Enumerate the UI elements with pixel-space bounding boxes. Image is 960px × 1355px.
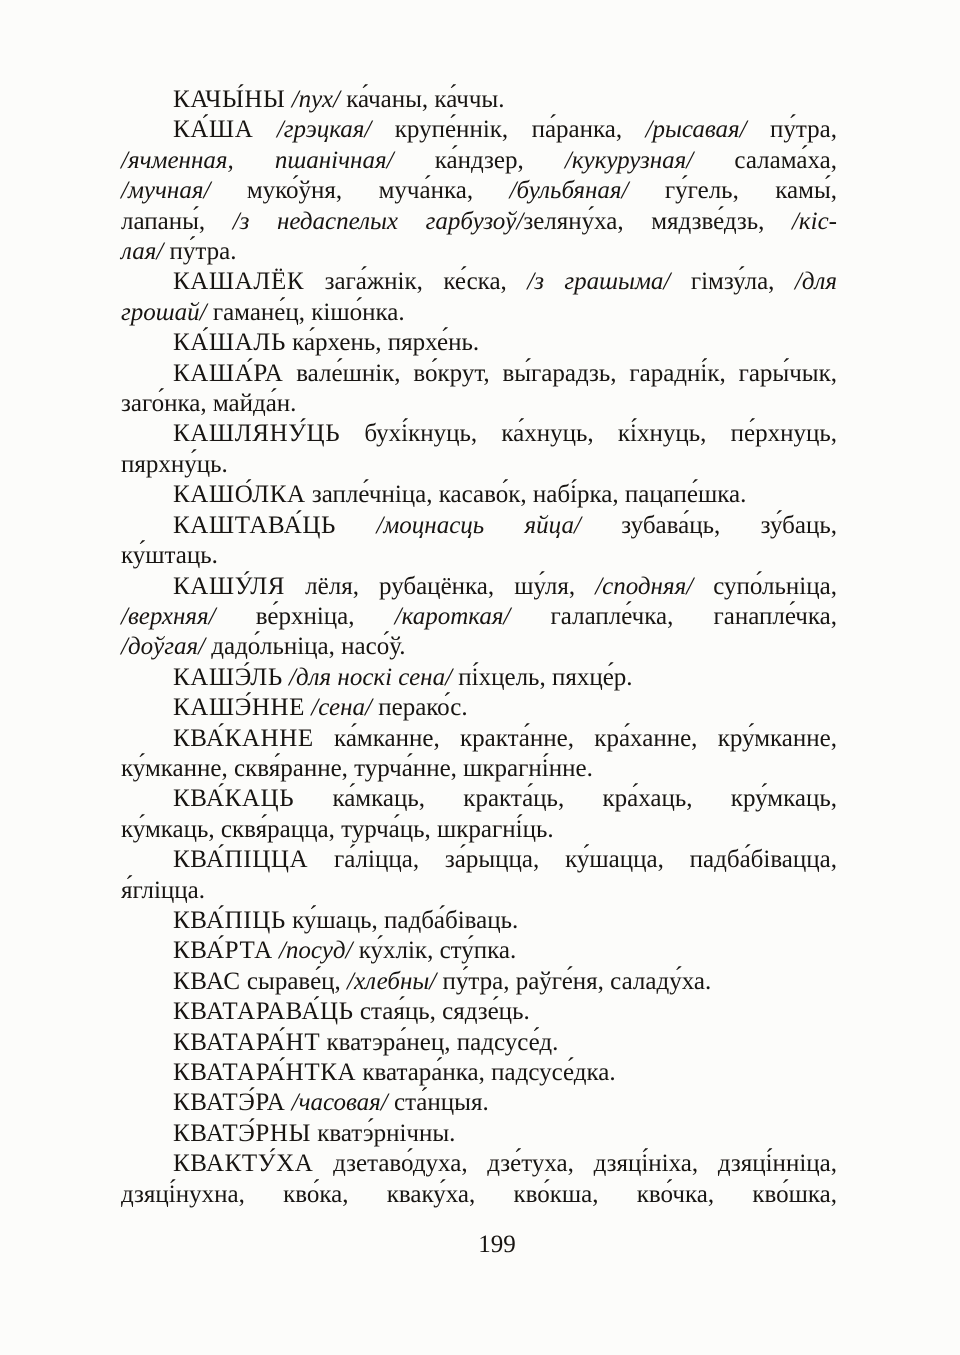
text-line <box>121 419 837 449</box>
synonyms-text <box>253 116 276 143</box>
text-line <box>121 1180 837 1210</box>
usage-qualifier: /верхняя/ <box>121 602 216 630</box>
text-line <box>121 936 837 966</box>
text-line <box>121 1149 837 1179</box>
usage-qualifier: /бульбяная/ <box>509 177 629 205</box>
entry-headword: КА́ШАЛЬ <box>173 329 286 357</box>
text-line <box>121 115 837 145</box>
text-line <box>121 328 837 358</box>
text-line <box>121 572 837 602</box>
synonyms-text <box>336 512 376 539</box>
usage-qualifier: /ячменная, пшанічная/ <box>121 146 394 174</box>
synonyms-text: заго́нка, майда́н. <box>121 390 297 418</box>
usage-qualifier: /мучная/ <box>121 177 211 205</box>
synonyms-text: галапле́чка, ганапле́чка, <box>510 602 837 630</box>
synonyms-text: ку́штаць. <box>121 542 218 570</box>
synonyms-text: ве́рхніца, <box>215 602 395 630</box>
text-line <box>121 85 837 115</box>
usage-qualifier: лая/ <box>121 238 164 266</box>
text-line <box>121 754 837 784</box>
synonyms-text: зага́жнік, ке́ска, <box>304 268 528 296</box>
text-line <box>121 602 837 632</box>
entry-headword: КАШЭ́ННЕ <box>173 694 306 722</box>
entry-headword: КАШЭ́ЛЬ <box>173 663 283 691</box>
synonyms-text: ста́нцыя. <box>387 1089 489 1117</box>
text-line <box>121 1088 837 1118</box>
synonyms-text: я́гліцца. <box>121 876 206 904</box>
entry-headword: КАШО́ЛКА <box>173 481 306 509</box>
text-line <box>121 997 837 1027</box>
text-line <box>121 541 837 571</box>
synonyms-text: пу́тра, <box>746 116 837 144</box>
text-block <box>121 85 837 1210</box>
synonyms-text: бухі́кнуць, ка́хнуць, кі́хнуць, пе́рхнуць, <box>340 420 837 448</box>
usage-qualifier: /хлебны/ <box>347 967 437 995</box>
entry-headword: КВАТАРА́НТКА <box>173 1059 357 1086</box>
text-line <box>121 784 837 814</box>
synonyms-text: дзяці́нухна, кво́ка, кваку́ха, кво́кша, кво́чка, кво́шка, <box>121 1180 837 1208</box>
synonyms-text: лёля, рубацёнка, шу́ля, <box>285 572 596 600</box>
entry-headword: КВАТЭ́РНЫ <box>173 1119 311 1147</box>
entry-headword: КАША́РА <box>173 359 284 387</box>
synonyms-text: дадо́льніца, насо́ў. <box>205 633 406 661</box>
usage-qualifier: /моцнасць яйца/ <box>376 511 581 539</box>
synonyms-text: ка́чаны, ка́ччы. <box>339 86 505 113</box>
synonyms-text: ка́ндзер, <box>393 146 565 174</box>
text-line <box>121 1028 837 1058</box>
entry-headword: КАЧЫ́НЫ <box>173 86 286 113</box>
synonyms-text: ка́рхень, пярхе́нь. <box>285 329 480 357</box>
usage-qualifier: /з недаспелых гарбузоў/ <box>232 207 524 235</box>
text-line <box>121 815 837 845</box>
text-line <box>121 1058 837 1088</box>
entry-headword: КВА́ПІЦЬ <box>173 906 286 934</box>
synonyms-text: салама́ха, <box>693 146 837 174</box>
usage-qualifier: /сподняя/ <box>595 572 694 600</box>
usage-qualifier: /для <box>794 268 838 296</box>
page-number: 199 <box>478 1231 516 1258</box>
text-line <box>121 176 837 206</box>
entry-headword: КВАТАРА́НТ <box>173 1028 321 1056</box>
synonyms-text: кватара́нка, падсусе́дка. <box>356 1059 616 1086</box>
synonyms-text: лапаны́, <box>121 207 233 235</box>
synonyms-text: пу́тра. <box>163 238 237 266</box>
entry-headword: КВАТЭ́РА <box>173 1089 286 1117</box>
entry-headword: КВАКТУ́ХА <box>173 1150 314 1178</box>
text-line <box>121 146 837 176</box>
text-line <box>121 845 837 875</box>
text-line <box>121 693 837 723</box>
synonyms-text: гімзу́ла, <box>670 268 795 296</box>
synonyms-text: пярхну́ць. <box>121 450 228 478</box>
text-line <box>121 207 837 237</box>
text-line <box>121 632 837 662</box>
text-line <box>121 967 837 997</box>
text-line <box>121 389 837 419</box>
synonyms-text: гамане́ц, кішо́нка. <box>206 298 405 326</box>
synonyms-text: ку́мкаць, сквя́рацца, турча́ць, шкрагні́ць. <box>121 815 554 843</box>
entry-headword: КАШУ́ЛЯ <box>173 572 286 600</box>
usage-qualifier: /кіс- <box>791 207 837 235</box>
text-line <box>121 876 837 906</box>
text-line <box>121 450 837 480</box>
entry-headword: КВА́КАННЕ <box>173 724 314 752</box>
synonyms-text: пі́хцель, пяхце́р. <box>452 663 633 691</box>
usage-qualifier: /сена/ <box>311 694 372 722</box>
usage-qualifier: /кароткая/ <box>394 602 511 630</box>
synonyms-text: кватэ́рнічны. <box>310 1119 456 1147</box>
usage-qualifier: /часовая/ <box>291 1089 388 1117</box>
usage-qualifier: грошай/ <box>121 298 207 326</box>
entry-headword: КВА́РТА <box>173 937 273 965</box>
synonyms-text: пу́тра, раўге́ня, саладу́ха. <box>436 967 712 995</box>
synonyms-text: вале́шнік, во́крут, вы́гарадзь, гарадні́к, гары́чык, <box>283 359 837 387</box>
text-line <box>121 480 837 510</box>
entry-headword: КВАТАРАВА́ЦЬ <box>173 998 354 1026</box>
synonyms-text: ка́мканне, кракта́нне, кра́ханне, кру́мканне, <box>313 724 837 752</box>
synonyms-text: зубава́ць, зу́баць, <box>580 511 837 539</box>
synonyms-text: запле́чніца, касаво́к, набі́рка, пацапе́шка. <box>305 481 747 509</box>
usage-qualifier: /рысавая/ <box>645 116 747 144</box>
usage-qualifier: /з грашыма/ <box>527 268 671 296</box>
synonyms-text: крупе́ннік, па́ранка, <box>371 116 646 144</box>
text-line <box>121 359 837 389</box>
usage-qualifier: /посуд/ <box>278 937 353 965</box>
synonyms-text: ка́мкаць, кракта́ць, кра́хаць, кру́мкаць, <box>294 785 837 813</box>
text-line <box>121 267 837 297</box>
synonyms-text: гу́гель, камы́, <box>628 177 837 205</box>
usage-qualifier: /доўгая/ <box>121 633 206 661</box>
synonyms-text: муко́ўня, муча́нка, <box>210 177 510 205</box>
synonyms-text: кватэра́нец, падсусе́д. <box>320 1028 559 1056</box>
usage-qualifier: /пух/ <box>291 86 340 113</box>
text-line <box>121 724 837 754</box>
synonyms-text: га́ліцца, за́рыцца, ку́шацца, падба́бівацца, <box>308 846 837 874</box>
text-line <box>121 1119 837 1149</box>
synonyms-text: стая́ць, сядзе́ць. <box>353 998 530 1026</box>
synonyms-text: ку́мканне, сквя́ранне, турча́нне, шкрагні́нне. <box>121 754 593 782</box>
synonyms-text: перако́с. <box>371 694 468 722</box>
entry-headword: КА́ША <box>173 116 254 144</box>
usage-qualifier: /для носкі сена/ <box>289 663 453 691</box>
text-line <box>121 511 837 541</box>
synonyms-text: супо́льніца, <box>693 572 837 600</box>
synonyms-text: зеляну́ха, мядзве́дзь, <box>523 207 792 235</box>
usage-qualifier: /кукурузная/ <box>564 146 694 174</box>
synonyms-text: сыраве́ц, <box>240 967 348 995</box>
synonyms-text: ку́хлік, сту́пка. <box>352 937 517 965</box>
synonyms-text: дзетаво́духа, дзе́туха, дзяці́ніха, дзяці́нніца, <box>313 1150 837 1178</box>
entry-headword: КВА́ПІЦЦА <box>173 846 309 874</box>
entry-headword: КАШТАВА́ЦЬ <box>173 511 336 539</box>
entry-headword: КВАС <box>173 967 241 995</box>
synonyms-text: ку́шаць, падба́біваць. <box>285 906 519 934</box>
entry-headword: КАШЛЯНУ́ЦЬ <box>173 420 341 448</box>
text-line <box>121 906 837 936</box>
text-line <box>121 298 837 328</box>
entry-headword: КВА́КАЦЬ <box>173 785 295 813</box>
entry-headword: КАШАЛЁК <box>173 268 305 296</box>
usage-qualifier: /грэцкая/ <box>276 116 372 144</box>
text-line <box>121 237 837 267</box>
text-line <box>121 663 837 693</box>
